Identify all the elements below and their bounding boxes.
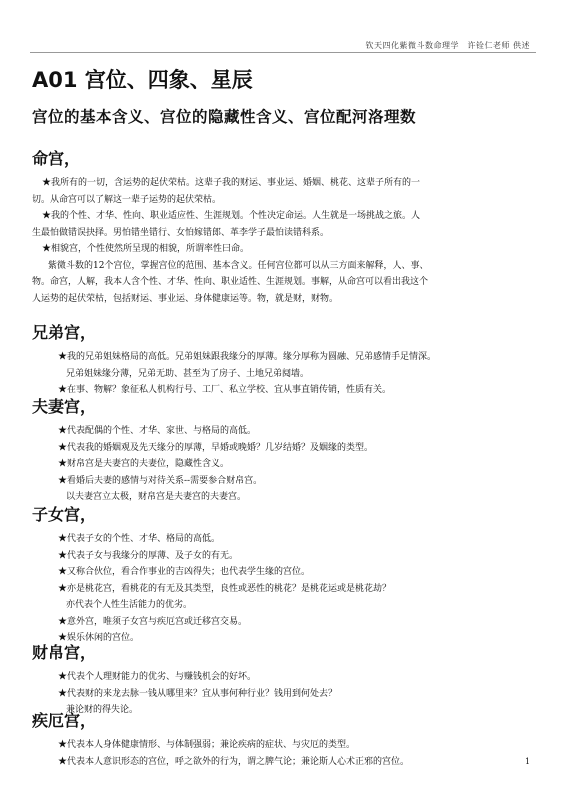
text-line: 物。命宫，人解，我本人含个性、才华、性向、职业适性、生涯规划。事解，从命宫可以看出我这个 bbox=[32, 277, 429, 287]
text-line: ★代表个人理财能力的优劣、与赚钱机会的好坏。 bbox=[58, 672, 257, 682]
text-line: ★我所有的一切，含运势的起伏荣枯。这辈子我的财运、事业运、婚姻、桃花、这辈子所有的一 bbox=[42, 178, 421, 188]
section-ming-gong bbox=[32, 146, 537, 307]
text-line: ★看婚后夫妻的感情与对待关系--需要参合财帛宫。 bbox=[58, 475, 263, 486]
text-line: ★娱乐休闲的宫位。 bbox=[58, 633, 140, 643]
text-line: ★亦是桃花宫，看桃花的有无及其类型，良性或恶性的桃花？是桃花运或是桃花劫？ bbox=[58, 583, 392, 594]
text-line: 兄弟姐妹缘分薄，兄弟无助、甚至为了房子、土地兄弟阋墙。 bbox=[66, 368, 310, 379]
text-line: ★代表我的婚姻观及先天缘分的厚薄，早婚或晚婚？几岁结婚？及姻缘的类型。 bbox=[58, 442, 374, 453]
section-cai-bo-gong bbox=[32, 640, 537, 719]
page-header: 钦天四化紫微斗数命理学 许铨仁老师 供述 bbox=[365, 41, 530, 50]
section-fu-qi-gong bbox=[32, 394, 537, 506]
text-line: ★又称合伙位，看合作事业的吉凶得失；也代表学生缘的宫位。 bbox=[58, 567, 311, 577]
section-heading: 财帛宫， bbox=[32, 643, 97, 662]
text-line: ★在事、物解？象征私人机构行号、工厂、私立学校、宜从事直销传销，性质有关。 bbox=[58, 385, 392, 395]
text-line: 以夫妻宫立太极，财帛宫是夫妻宫的夫妻宫。 bbox=[66, 492, 247, 502]
text-line: 切。从命宫可以了解这一辈子运势的起伏荣枯。 bbox=[32, 194, 222, 205]
text-line: ★代表本人身体健康情形、与体制强弱；兼论疾病的症状、与灾厄的类型。 bbox=[58, 740, 356, 750]
text-line: ★代表子女的个性、才华、格局的高低。 bbox=[58, 534, 221, 544]
text-line: ★代表配偶的个性、才华、家世、与格局的高低。 bbox=[58, 426, 257, 436]
section-heading: 兄弟宫， bbox=[32, 323, 97, 342]
section-heading: 夫妻宫， bbox=[32, 397, 97, 416]
text-line: ★相貌宫，个性使然所呈现的相貌，所谓率性曰命。 bbox=[42, 244, 250, 254]
section-heading: 子女宫， bbox=[32, 505, 97, 524]
document-subtitle: 宫位的基本含义、宫位的隐藏性含义、宫位配河洛理数 bbox=[32, 108, 417, 126]
text-line: ★财帛宫是夫妻宫的夫妻位，隐藏性含义。 bbox=[58, 459, 230, 469]
page-number: 1 bbox=[525, 757, 531, 766]
header-divider bbox=[30, 52, 536, 53]
text-line: ★意外宫，唯须子女宫与疾厄宫或迁移宫交易。 bbox=[58, 616, 248, 627]
section-zi-nv-gong bbox=[32, 502, 537, 647]
text-line: ★代表本人意识形态的宫位，呼之欲外的行为，谓之脾气论；兼论斯人心术正邪的宫位。 bbox=[58, 756, 410, 767]
document-title: A01 宫位、四象、星辰 bbox=[32, 68, 253, 92]
text-line: 兼论财的得失论。 bbox=[66, 705, 139, 715]
section-heading: 命宫， bbox=[32, 149, 81, 168]
text-line: 生最怕做错误抉择。男怕错坐错行、女怕嫁错郎、革李学子最怕读错科系。 bbox=[32, 227, 330, 238]
text-line: ★代表子女与我缘分的厚薄、及子女的有无。 bbox=[58, 550, 239, 561]
section-heading: 疾厄宫， bbox=[32, 711, 97, 730]
text-line: ★我的个性、才华、性向、职业适应性、生涯规划。个性决定命运。人生就是一场挑战之旅。人 bbox=[42, 211, 421, 221]
text-line: 亦代表个人性生活能力的优劣。 bbox=[66, 600, 193, 610]
text-line: 紫微斗数的12个宫位，掌握宫位的范围、基本含义。任何宫位都可以从三方面来解释，人、事、 bbox=[48, 260, 429, 271]
text-line: ★代表财的来龙去脉一钱从哪里来？宜从事何种行业？钱用到何处去？ bbox=[58, 688, 338, 699]
text-line: 人运势的起伏荣枯，包括财运、事业运、身体健康运等。物，就是财，财物。 bbox=[32, 293, 339, 304]
section-ji-e-gong bbox=[32, 708, 537, 770]
text-line: ★我的兄弟姐妹格局的高低。兄弟姐妹跟我缘分的厚薄。缘分厚称为圆融、兄弟感情手足情深。 bbox=[58, 352, 437, 362]
section-xiong-di-gong bbox=[32, 320, 537, 399]
